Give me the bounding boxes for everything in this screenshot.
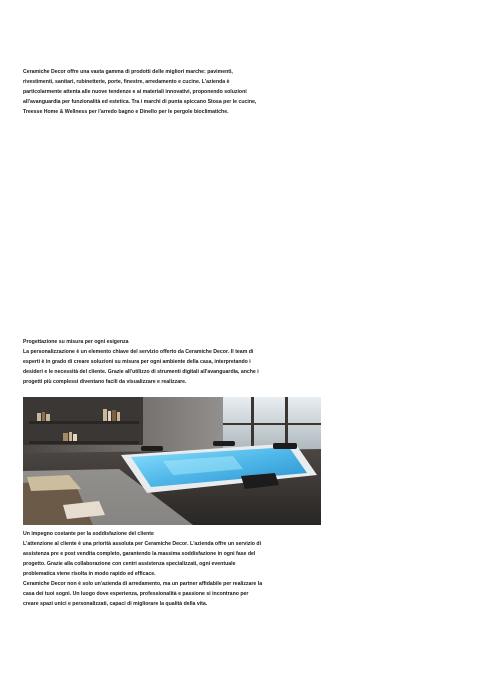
- section-text-2: . L'azienda offre un servizio di assistenza pre e post vendita completo, garantendo la massima soddisfazione in ogni fase del progetto. Grazie alla collaborazione con centri assistenza specializzati, ogni eventuale problematica viene risolta in modo rapido ed efficace.: [23, 541, 262, 577]
- intro-text-3: per l'arredo bagno e: [87, 109, 140, 115]
- intro-text-1: offre una vasta gamma di prodotti delle migliori marche: pavimenti, rivestimenti, sanitari, rubinetterie, porte, finestre, arredamento e cucine. L'azienda è particolarmente attenta alle nuove tendenze e ai materiali innovativi, proponendo soluzioni all'avanguardia per funzionalità ed estetica. Tra i marchi di punta spiccano: [23, 69, 247, 105]
- photo-illustration: [23, 397, 321, 525]
- section-text-2: . Il team di esperti è in grado di creare soluzioni su misura per ogni ambiente della casa, interpretando i desideri e le necessità del cliente. Grazie all'utilizzo di strumenti digitali all'avanguardia, anche i progetti più complessi diventano facili da visualizzare e realizzare.: [23, 349, 259, 385]
- intro-paragraph: [23, 67, 263, 117]
- intro-text-4: per le pergole bioclimatiche.: [157, 109, 229, 115]
- section-heading: Progettazione su misura per ogni esigenza: [23, 339, 129, 345]
- section-customer-satisfaction: [23, 529, 263, 609]
- section-heading: Un impegno costante per la soddisfazione del cliente: [23, 531, 154, 537]
- section-text-3: non è solo un'azienda di arredamento, ma un partner affidabile per realizzare la casa dei tuoi sogni. Un luogo dove esperienza, professionalità e passione si incontrano per creare spazi unici e personalizzati, capaci di migliorare la qualità della vita.: [23, 581, 263, 607]
- section-custom-design: [23, 337, 263, 387]
- section-text-1: L'attenzione al cliente è una priorità assoluta per: [23, 541, 145, 547]
- brand-name: Ceramiche Decor: [144, 541, 188, 547]
- brand-stosa: Stosa: [207, 99, 222, 105]
- spa-bathtub-photo: [23, 397, 321, 525]
- brand-name: Ceramiche Decor: [185, 349, 228, 355]
- brand-name: Ceramiche Decor: [23, 69, 66, 75]
- brand-name: Ceramiche Decor: [23, 581, 66, 587]
- brand-dinello: Dinello: [139, 109, 158, 115]
- brand-treesse: Treesse Home & Wellness: [23, 109, 88, 115]
- intro-text-2: per le cucine,: [221, 99, 257, 105]
- section-text-1: La personalizzazione è un elemento chiave del servizio offerto da: [23, 349, 186, 355]
